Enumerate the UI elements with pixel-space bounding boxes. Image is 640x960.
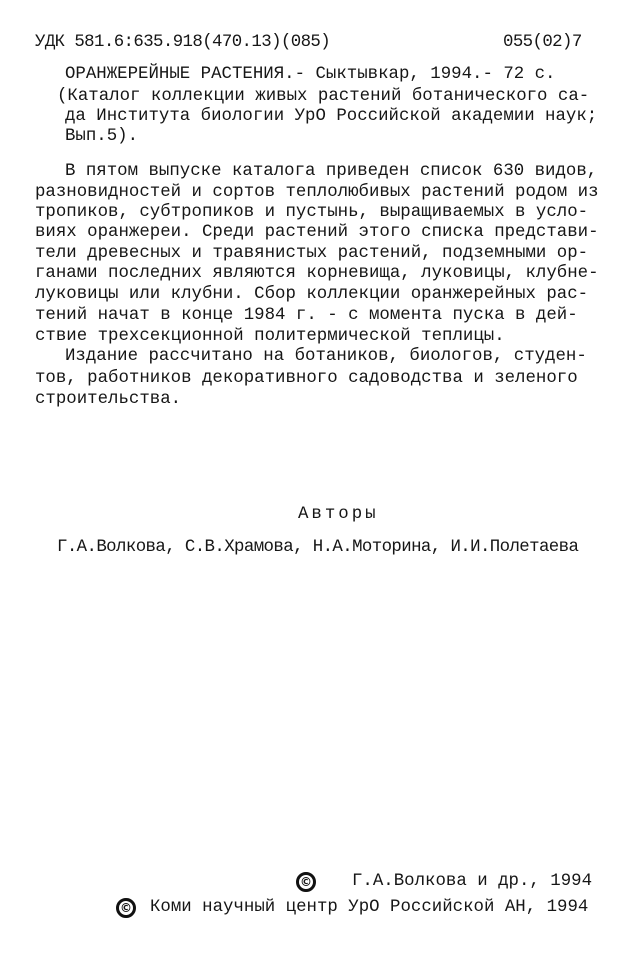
- abstract-line: тений начат в конце 1984 г. - с момента пуска в дей-: [35, 306, 578, 325]
- copyright-icon: ©: [116, 898, 136, 918]
- udk-classification: УДК 581.6:635.918(470.13)(085): [35, 33, 331, 52]
- abstract-line: тропиков, субтропиков и пустынь, выращиваемых в усло-: [35, 203, 589, 222]
- citation-line: да Института биологии УрО Российской академии наук;: [65, 107, 598, 126]
- citation-line: Вып.5).: [65, 127, 139, 146]
- abstract-line: Издание рассчитано на ботаников, биологов, студен-: [65, 347, 587, 366]
- authors-names: Г.А.Волкова, С.В.Храмова, Н.А.Моторина, И.И.Полетаева: [57, 538, 579, 557]
- copyright-text: Коми научный центр УрО Российской АН, 1994: [150, 898, 589, 917]
- abstract-line: ствие трехсекционной политермической теплицы.: [35, 327, 505, 346]
- abstract-line: тов, работников декоративного садоводства и зеленого: [35, 369, 578, 388]
- abstract-line: виях оранжереи. Среди растений этого списка представи-: [35, 223, 599, 242]
- citation-line: (Каталог коллекции живых растений ботанического са-: [57, 87, 590, 106]
- abstract-line: В пятом выпуске каталога приведен список 630 видов,: [65, 162, 598, 181]
- abstract-line: луковицы или клубни. Сбор коллекции оранжерейных рас-: [35, 285, 589, 304]
- abstract-line: ганами последних являются корневища, луковицы, клубне-: [35, 264, 599, 283]
- authors-heading: Авторы: [298, 505, 379, 524]
- abstract-line: строительства.: [35, 390, 182, 409]
- abstract-line: тели древесных и травянистых растений, подземными ор-: [35, 244, 589, 263]
- abstract-line: разновидностей и сортов теплолюбивых растений родом из: [35, 183, 599, 202]
- citation-title: ОРАНЖЕРЕЙНЫЕ РАСТЕНИЯ.- Сыктывкар, 1994.- 72 с.: [65, 65, 556, 84]
- copyright-icon: ©: [296, 872, 316, 892]
- publication-code: 055(02)7: [503, 33, 582, 52]
- copyright-text: Г.А.Волкова и др., 1994: [352, 872, 593, 891]
